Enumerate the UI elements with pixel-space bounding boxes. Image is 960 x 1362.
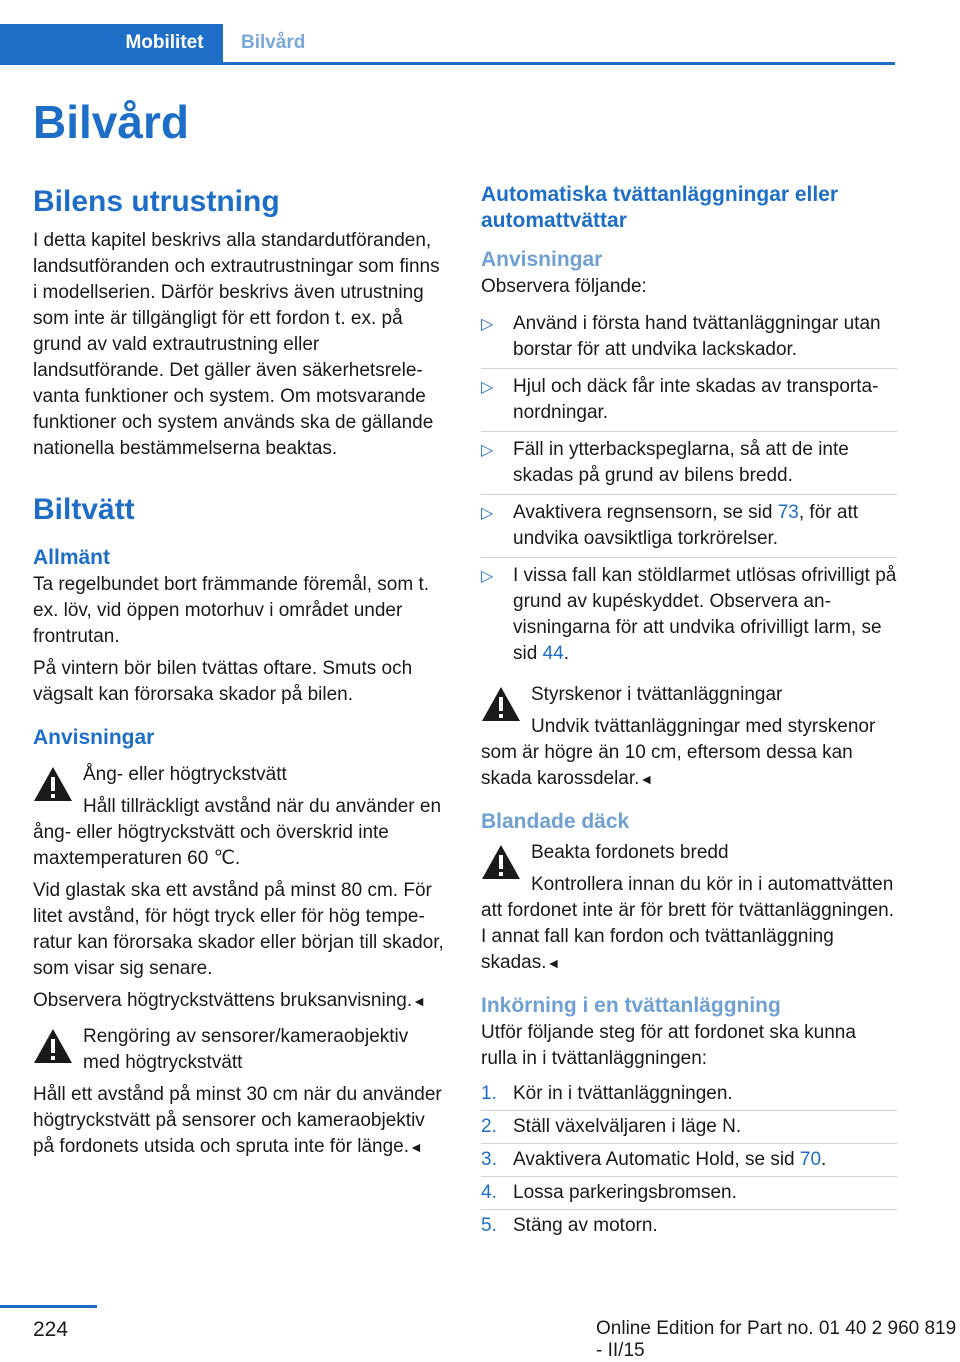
warning-triangle-icon	[481, 686, 521, 722]
warning-triangle-icon	[481, 844, 521, 880]
subheading-blandade-dack: Blandade däck	[481, 810, 630, 833]
footer-rule	[0, 1305, 97, 1308]
page-title: Bilvård	[33, 96, 189, 148]
end-mark: ◄	[546, 955, 561, 971]
subheading-anvisningar: Anvisningar	[481, 248, 603, 271]
list-item	[481, 1210, 897, 1242]
page-number: 224	[33, 1318, 69, 1341]
step-number: 5.	[481, 1215, 497, 1236]
list-item-text: Ställ växelväljaren i läge N.	[513, 1116, 742, 1137]
page-link-73[interactable]: 73	[777, 502, 799, 523]
warning-title: Ång- eller högtryckstvätt	[83, 764, 287, 785]
list-item-text: Avaktivera regnsensorn, se sid	[513, 502, 778, 523]
page-link-44[interactable]: 44	[542, 643, 564, 664]
warning-triangle-icon	[33, 766, 73, 802]
left-column	[33, 182, 449, 1166]
list-item	[481, 495, 897, 558]
warning-title: Beakta fordonets bredd	[531, 842, 729, 863]
list-item	[481, 1111, 897, 1144]
list-item	[481, 306, 897, 369]
list-item-text: Kör in i tvättanläggningen.	[513, 1083, 733, 1104]
subheading-inkorning: Inkörning i en tvättanläggning	[481, 994, 781, 1017]
list-item-text: I vissa fall kan stöldlarmet utlösas ofrivilligt på grund av kupéskyddet. Observera anvisningarna för att undvika ofrivilligt larm, se sid	[513, 565, 897, 664]
section-heading-automattvattar: Automatiska tvättanläggningar eller automattvättar	[481, 183, 839, 232]
header-tabbar	[0, 24, 895, 65]
bullet-triangle-icon: ▷	[481, 316, 494, 333]
list-item	[481, 432, 897, 495]
paragraph: Ta regelbundet bort främmande föremål, som t. ex. löv, vid öppen motorhuv i området under frontrutan.	[33, 574, 430, 647]
bullet-triangle-icon: ▷	[481, 568, 494, 585]
warning-text: Kontrollera innan du kör in i automattvätten att fordonet inte är för brett för tvättanläggningen. I annat fall kan fordon och tvättanläggning skadas.	[481, 874, 894, 973]
list-item	[481, 1177, 897, 1210]
step-number: 4.	[481, 1182, 497, 1203]
paragraph: Observera följande:	[481, 276, 647, 297]
right-column	[481, 182, 897, 1242]
list-item	[481, 1144, 897, 1177]
end-mark: ◄	[639, 771, 654, 787]
step-number: 1.	[481, 1083, 497, 1104]
paragraph: Vid glastak ska ett avstånd på minst 80 cm. För litet avstånd, för högt tryck eller för hög temperatur kan förorsaka skador eller början till skador, som visar sig senare.	[33, 880, 444, 979]
subheading-allmant: Allmänt	[33, 546, 111, 569]
tab-bilvard[interactable]: Bilvård	[223, 24, 333, 62]
step-number: 2.	[481, 1116, 497, 1137]
paragraph	[33, 988, 449, 1014]
warning-title: Styrskenor i tvättanläggningar	[531, 684, 783, 705]
list-item-text: Lossa parkeringsbromsen.	[513, 1182, 737, 1203]
bullet-triangle-icon: ▷	[481, 379, 494, 396]
warning-box	[33, 762, 449, 872]
list-item	[481, 369, 897, 432]
warning-triangle-icon	[33, 1028, 73, 1064]
bullet-triangle-icon: ▷	[481, 442, 494, 459]
warning-text: Håll tillräckligt avstånd när du använder en ång- eller högtryckstvätt och överskrid inte maxtemperaturen 60 ℃.	[33, 796, 442, 869]
step-number: 3.	[481, 1149, 497, 1170]
list-item-text: Fäll in ytterbackspeglarna, så att de inte skadas på grund av bilens bredd.	[513, 439, 849, 486]
warning-box	[33, 1024, 449, 1160]
section-heading-biltvatt: Biltvätt	[33, 493, 135, 526]
warning-title: Rengöring av sensorer/kameraobjektiv med högtryckstvätt	[83, 1026, 409, 1073]
list-item-text: Stäng av motorn.	[513, 1215, 658, 1236]
paragraph: Utför följande steg för att fordonet ska kunna rulla in i tvättanläggningen:	[481, 1022, 856, 1069]
page-link-70[interactable]: 70	[799, 1149, 822, 1170]
paragraph: I detta kapitel beskrivs alla standardutföranden, landsutföranden och extrautrustningar som finns i modellserien. Därför beskrivs även utrustning som inte är tillgängligt för ett fordon t. ex. på grund av vald extrautrustning eller landsutförande. Det gäller även säkerhetsrelevanta funktioner och system. Om motsvarande funktioner och system används ska de gällande nationella bestämmelserna beaktas.	[33, 230, 440, 459]
text: Observera högtryckstvättens bruksanvisning.	[33, 990, 413, 1011]
warning-text: Håll ett avstånd på minst 30 cm när du använder högtryckstvätt på sensorer och kameraobjektiv på fordonets utsida och spruta inte för länge.	[33, 1084, 442, 1157]
warning-box	[481, 840, 897, 976]
tab-mobilitet[interactable]: Mobilitet	[106, 24, 223, 62]
warning-text: Undvik tvättanläggningar med styrskenor som är högre än 10 cm, eftersom dessa kan skada karossdelar.	[481, 716, 876, 789]
list-item	[481, 1078, 897, 1111]
end-mark: ◄	[412, 993, 426, 1009]
tabbar-accent-block	[0, 24, 106, 62]
list-item-text: Använd i första hand tvättanläggningar utan borstar för att undvika lackskador.	[513, 313, 881, 360]
steps-list	[481, 1078, 897, 1242]
section-heading-bilens-utrustning: Bilens utrustning	[33, 185, 280, 218]
bullet-triangle-icon: ▷	[481, 505, 494, 522]
subheading-anvisningar: Anvisningar	[33, 726, 155, 749]
end-mark: ◄	[409, 1139, 423, 1155]
list-item-text: Hjul och däck får inte skadas av transportanordningar.	[513, 376, 879, 423]
edition-note: Online Edition for Part no. 01 40 2 960 819 - II/15	[596, 1318, 957, 1361]
list-item-text: , för att undvika oavsiktliga torkrörelser.	[513, 502, 859, 549]
warning-box	[481, 682, 897, 792]
list-item	[481, 558, 897, 672]
list-item-text: .	[821, 1149, 827, 1170]
paragraph: På vintern bör bilen tvättas oftare. Smuts och vägsalt kan förorsaka skador på bilen.	[33, 658, 413, 705]
list-item-text: Avaktivera Automatic Hold, se sid	[513, 1149, 800, 1170]
list-item-text: .	[563, 643, 569, 664]
bullet-list	[481, 306, 897, 672]
